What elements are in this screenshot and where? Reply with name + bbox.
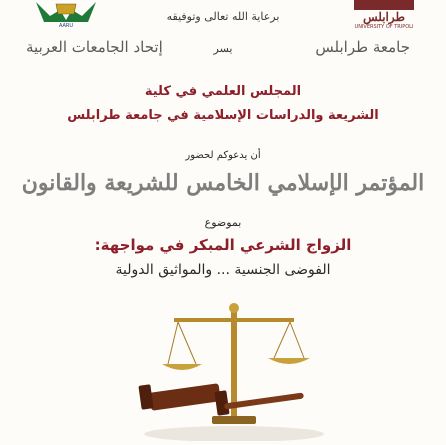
scientific-council: المجلس العلمي في كلية	[144, 84, 302, 99]
aaru-logo-text: AARU	[58, 23, 74, 28]
university-logo-name: طرابلس	[362, 10, 406, 24]
subject-label: بموضوع	[204, 216, 242, 229]
arab-universities-union: إتحاد الجامعات العربية	[26, 38, 163, 56]
logo-bar	[354, 0, 414, 10]
faculty-name: الشريعة والدراسات الإسلامية في جامعة طرابلس	[67, 108, 379, 123]
subject-line-2: الفوضى الجنسية ... والمواثيق الدولية	[115, 262, 331, 278]
conference-title: المؤتمر الإسلامي الخامس للشريعة والقانون	[21, 170, 425, 196]
justice-scale-gavel-illustration	[134, 292, 330, 441]
invitation-text: أن يدعوكم لحضور	[185, 150, 261, 161]
tripoli-university: جامعة طرابلس	[315, 38, 410, 56]
patronage-text: برعاية الله تعالى وتوفيقه	[166, 10, 280, 23]
pleased-text: يسر	[213, 42, 233, 55]
subject-line-1: الزواج الشرعي المبكر في مواجهة:	[94, 236, 352, 254]
university-logo-subtitle: UNIVERSITY OF TRIPOLI	[354, 24, 414, 30]
university-logo	[342, 0, 426, 28]
